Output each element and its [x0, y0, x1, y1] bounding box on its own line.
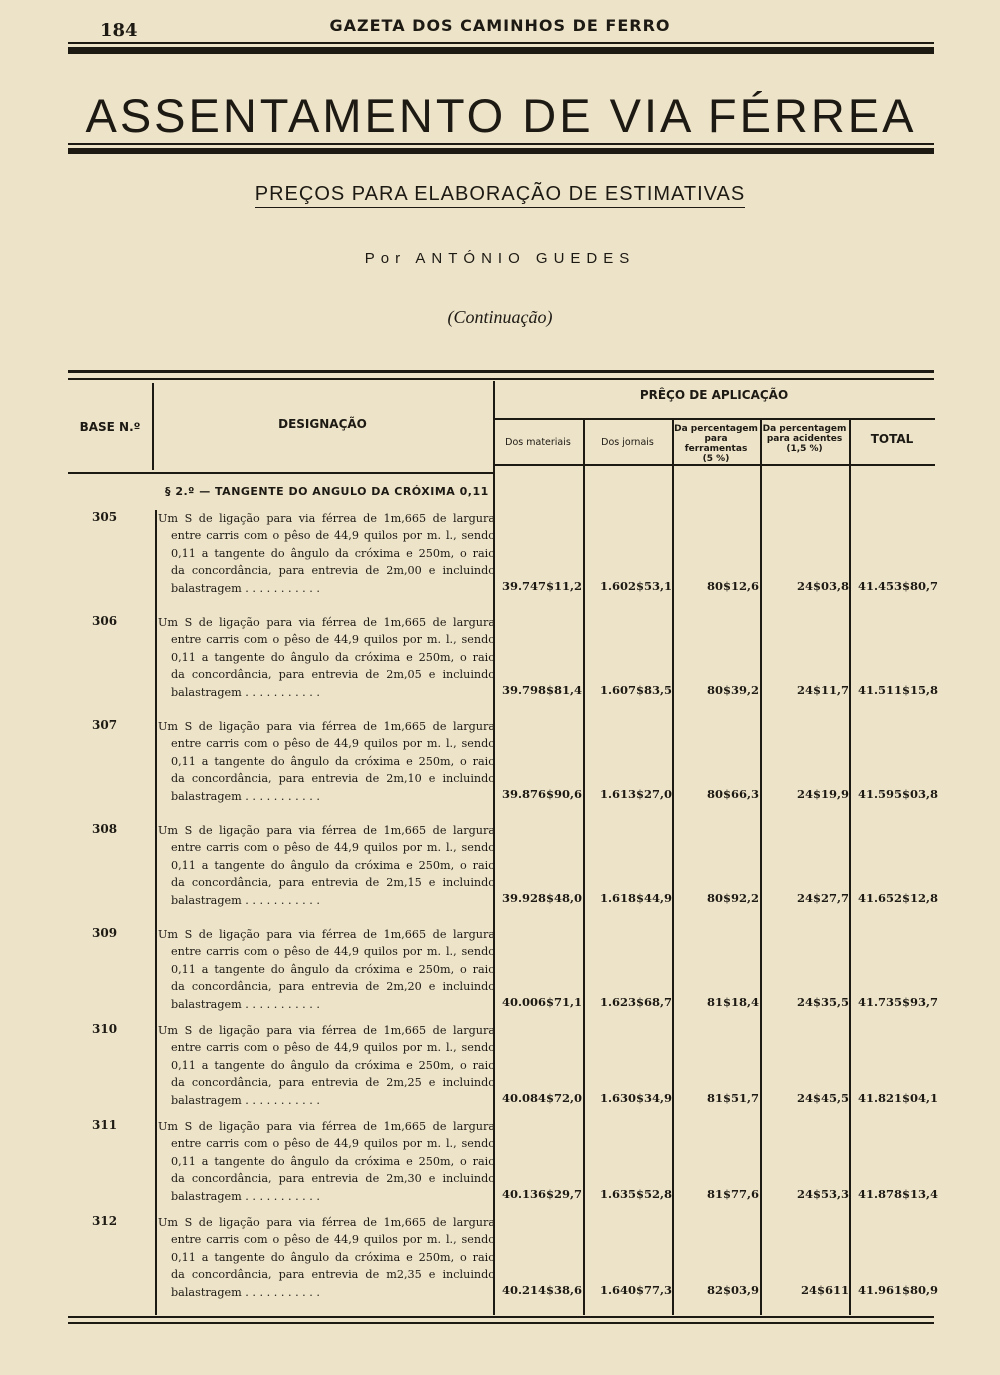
- row-materials: 40.084$72,0: [501, 1091, 582, 1105]
- header-accidents-line2: para acidentes: [766, 433, 843, 444]
- row-desc-line: entre carris com o pêso de 44,9 quilos por m. l., sendo: [171, 529, 495, 543]
- row-base-number: 305: [92, 510, 118, 524]
- header-tools-line2: para ferramentas: [684, 433, 748, 454]
- row-desc-line: Um S de ligação para via férrea de 1m,665 de largura: [158, 720, 495, 733]
- row-desc-line: entre carris com o pêso de 44,9 quilos por m. l., sendo: [171, 633, 495, 647]
- row-description: [158, 614, 495, 701]
- row-description: [158, 1022, 495, 1109]
- table-row: [0, 1022, 1000, 1126]
- row-desc-line: 0,11 a tangente do ângulo da cróxima e 250m, o raio: [171, 962, 495, 976]
- header-designation: DESIGNAÇÃO: [278, 417, 367, 431]
- row-desc-line: entre carris com o pêso de 44,9 quilos por m. l., sendo: [171, 1137, 495, 1151]
- row-desc-line: da concordância, para entrevia de 2m,05 e incluindo: [171, 668, 495, 682]
- header-tools-line1: Da percentagem: [674, 424, 758, 434]
- row-base-number: 309: [92, 926, 118, 940]
- row-base-number: 311: [92, 1118, 118, 1132]
- row-total: 41.821$04,1: [857, 1091, 938, 1105]
- section-title: § 2.º — TANGENTE DO ANGULO DA CRÓXIMA 0,11: [165, 485, 489, 498]
- row-desc-line: Um S de ligação para via férrea de 1m,665 de largura: [158, 616, 495, 629]
- title-rule-thick: [68, 148, 934, 154]
- row-desc-line: 0,11 a tangente do ângulo da cróxima e 250m, o raio: [171, 1250, 495, 1264]
- article-subtitle: [0, 183, 1000, 206]
- row-accidents: 24$11,7: [796, 683, 849, 697]
- header-total: TOTAL: [870, 432, 914, 446]
- header-accidents-line3: (1,5 %): [786, 443, 823, 454]
- price-group-rule: [493, 418, 935, 420]
- table-row: [0, 510, 1000, 614]
- header-rule-thin: [68, 42, 934, 44]
- row-total: 41.595$03,8: [857, 787, 938, 801]
- row-materials: 39.798$81,4: [501, 683, 582, 697]
- row-description: [158, 1214, 495, 1301]
- row-tools: 82$03,9: [706, 1283, 759, 1297]
- row-labour: 1.618$44,9: [599, 891, 672, 905]
- row-desc-line: 0,11 a tangente do ângulo da cróxima e 250m, o raio: [171, 546, 495, 560]
- row-base-number: 306: [92, 614, 118, 628]
- continuation-note: (Continuação): [447, 307, 553, 327]
- row-desc-line: balastragem . . . . . . . . . . .: [171, 1093, 320, 1107]
- row-tools: 80$66,3: [706, 787, 759, 801]
- row-accidents: 24$35,5: [796, 995, 849, 1009]
- row-materials: 39.747$11,2: [501, 579, 582, 593]
- row-desc-line: 0,11 a tangente do ângulo da cróxima e 250m, o raio: [171, 858, 495, 872]
- row-desc-line: entre carris com o pêso de 44,9 quilos por m. l., sendo: [171, 1233, 495, 1247]
- page-number: 184: [100, 20, 138, 41]
- row-total: 41.878$13,4: [857, 1187, 938, 1201]
- row-desc-line: balastragem . . . . . . . . . . .: [171, 789, 320, 803]
- header-price-group: PRÊÇO DE APLICAÇÃO: [639, 388, 789, 402]
- row-desc-line: entre carris com o pêso de 44,9 quilos por m. l., sendo: [171, 841, 495, 855]
- row-accidents: 24$611: [800, 1283, 849, 1297]
- header-tools: [672, 425, 760, 465]
- row-labour: 1.623$68,7: [599, 995, 672, 1009]
- row-desc-line: entre carris com o pêso de 44,9 quilos por m. l., sendo: [171, 945, 495, 959]
- table-row: [0, 822, 1000, 926]
- row-desc-line: Um S de ligação para via férrea de 1m,665 de largura: [158, 1120, 495, 1133]
- row-desc-line: da concordância, para entrevia de 2m,15 e incluindo: [171, 876, 495, 890]
- table-row: [0, 614, 1000, 718]
- row-description: [158, 822, 495, 909]
- header-base: BASE N.º: [79, 420, 141, 434]
- row-materials: 40.006$71,1: [501, 995, 582, 1009]
- row-total: 41.652$12,8: [857, 891, 938, 905]
- row-materials: 39.928$48,0: [501, 891, 582, 905]
- row-desc-line: da concordância, para entrevia de 2m,00 e incluindo: [171, 564, 495, 578]
- row-desc-line: da concordância, para entrevia de 2m,10 e incluindo: [171, 772, 495, 786]
- row-desc-line: entre carris com o pêso de 44,9 quilos por m. l., sendo: [171, 1041, 495, 1055]
- row-description: [158, 926, 495, 1013]
- row-base-number: 310: [92, 1022, 118, 1036]
- row-desc-line: balastragem . . . . . . . . . . .: [171, 581, 320, 595]
- header-accidents: [760, 425, 849, 455]
- header-materials: Dos materiais: [505, 437, 571, 448]
- row-total: 41.735$93,7: [857, 995, 938, 1009]
- row-desc-line: 0,11 a tangente do ângulo da cróxima e 250m, o raio: [171, 650, 495, 664]
- row-description: [158, 718, 495, 805]
- row-base-number: 308: [92, 822, 118, 836]
- row-labour: 1.640$77,3: [599, 1283, 672, 1297]
- row-desc-line: balastragem . . . . . . . . . . .: [171, 893, 320, 907]
- row-total: 41.961$80,9: [857, 1283, 938, 1297]
- row-desc-line: balastragem . . . . . . . . . . .: [171, 1189, 320, 1203]
- row-desc-line: da concordância, para entrevia de 2m,30 e incluindo: [171, 1172, 495, 1186]
- row-total: 41.511$15,8: [857, 683, 938, 697]
- row-desc-line: balastragem . . . . . . . . . . .: [171, 1285, 320, 1299]
- header-labour: Dos jornais: [601, 437, 654, 448]
- article-author: Por ANTÓNIO GUEDES: [364, 250, 636, 267]
- journal-title: GAZETA DOS CAMINHOS DE FERRO: [329, 16, 671, 35]
- table-top-rule: [68, 370, 934, 373]
- row-materials: 39.876$90,6: [501, 787, 582, 801]
- row-desc-line: balastragem . . . . . . . . . . .: [171, 997, 320, 1011]
- header-accidents-line1: Da percentagem: [762, 424, 847, 434]
- row-tools: 80$39,2: [706, 683, 759, 697]
- title-rule-thin: [68, 143, 934, 145]
- row-materials: 40.136$29,7: [501, 1187, 582, 1201]
- row-accidents: 24$45,5: [796, 1091, 849, 1105]
- row-labour: 1.630$34,9: [599, 1091, 672, 1105]
- row-labour: 1.602$53,1: [599, 579, 672, 593]
- table-row: [0, 926, 1000, 1030]
- row-desc-line: da concordância, para entrevia de m2,35 e incluindo: [171, 1268, 495, 1282]
- row-desc-line: 0,11 a tangente do ângulo da cróxima e 250m, o raio: [171, 754, 495, 768]
- row-accidents: 24$53,3: [796, 1187, 849, 1201]
- row-desc-line: Um S de ligação para via férrea de 1m,665 de largura: [158, 824, 495, 837]
- row-accidents: 24$27,7: [796, 891, 849, 905]
- row-base-number: 312: [92, 1214, 118, 1228]
- row-labour: 1.635$52,8: [599, 1187, 672, 1201]
- row-materials: 40.214$38,6: [501, 1283, 582, 1297]
- header-bottom-rule-left: [68, 472, 493, 474]
- row-description: [158, 510, 495, 597]
- table-bottom-rule-2: [68, 1322, 934, 1324]
- row-desc-line: Um S de ligação para via férrea de 1m,665 de largura: [158, 1024, 495, 1037]
- table-row: [0, 1118, 1000, 1222]
- row-total: 41.453$80,7: [857, 579, 938, 593]
- table-top-rule-2: [68, 378, 934, 380]
- article-subtitle-text: PREÇOS PARA ELABORAÇÃO DE ESTIMATIVAS: [255, 183, 745, 208]
- row-accidents: 24$19,9: [796, 787, 849, 801]
- row-desc-line: Um S de ligação para via férrea de 1m,665 de largura: [158, 1216, 495, 1229]
- row-base-number: 307: [92, 718, 118, 732]
- row-tools: 80$92,2: [706, 891, 759, 905]
- row-desc-line: balastragem . . . . . . . . . . .: [171, 685, 320, 699]
- row-tools: 80$12,6: [706, 579, 759, 593]
- row-desc-line: 0,11 a tangente do ângulo da cróxima e 250m, o raio: [171, 1154, 495, 1168]
- row-labour: 1.613$27,0: [599, 787, 672, 801]
- table-row: [0, 1214, 1000, 1318]
- article-title: ASSENTAMENTO DE VIA FÉRREA: [85, 89, 917, 142]
- row-tools: 81$77,6: [706, 1187, 759, 1201]
- row-labour: 1.607$83,5: [599, 683, 672, 697]
- row-tools: 81$51,7: [706, 1091, 759, 1105]
- table-row: [0, 718, 1000, 822]
- row-desc-line: Um S de ligação para via férrea de 1m,665 de largura: [158, 928, 495, 941]
- row-desc-line: Um S de ligação para via férrea de 1m,665 de largura: [158, 512, 495, 525]
- row-tools: 81$18,4: [706, 995, 759, 1009]
- row-desc-line: 0,11 a tangente do ângulo da cróxima e 250m, o raio: [171, 1058, 495, 1072]
- row-accidents: 24$03,8: [796, 579, 849, 593]
- header-rule-thick: [68, 47, 934, 54]
- row-desc-line: entre carris com o pêso de 44,9 quilos por m. l., sendo: [171, 737, 495, 751]
- header-tools-line3: (5 %): [702, 453, 730, 464]
- row-desc-line: da concordância, para entrevia de 2m,20 e incluindo: [171, 980, 495, 994]
- row-desc-line: da concordância, para entrevia de 2m,25 e incluindo: [171, 1076, 495, 1090]
- row-description: [158, 1118, 495, 1205]
